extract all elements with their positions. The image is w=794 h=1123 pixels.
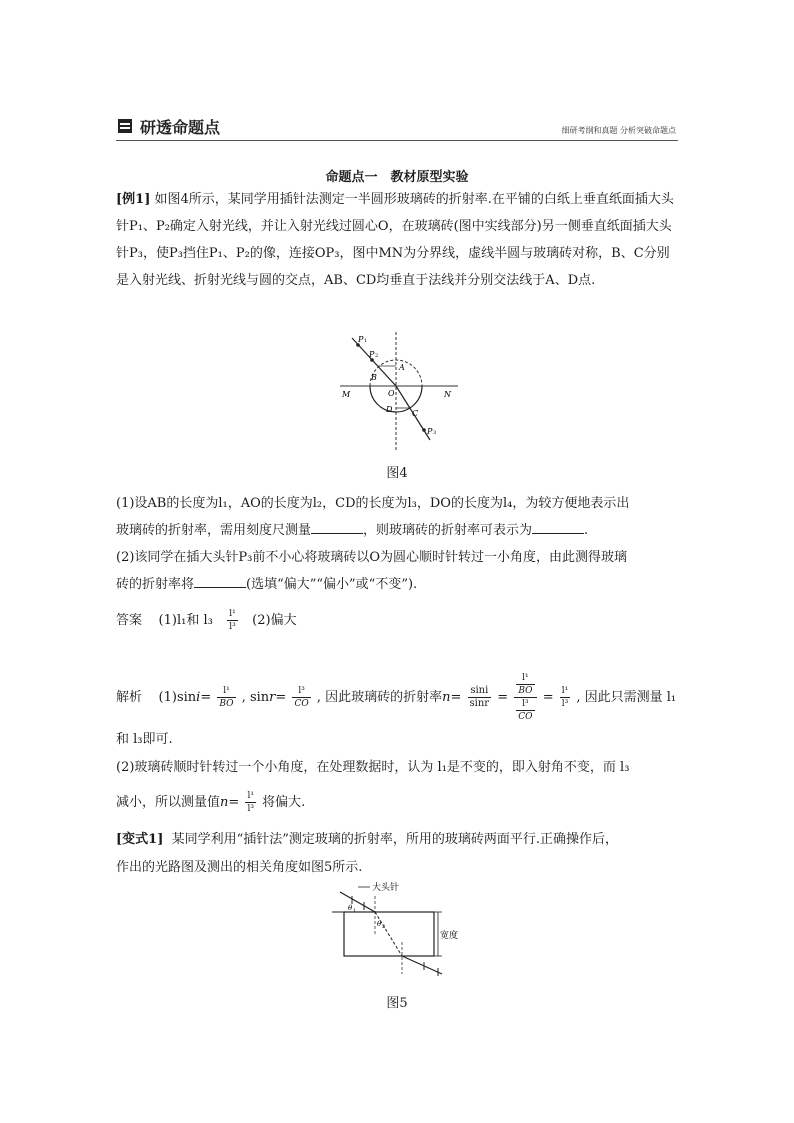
figure-4-caption: 图4 <box>386 466 408 481</box>
analysis-line-1: 解析 (1)sini= $\frac{\text{l¹}}{BO}$ , sinr= $\frac{\text{l³}}{CO}$ , 因此玻璃砖的折射率n= $\frac{\sin i}{\sin r}$ = $\frac{\frac{\text{l¹}}{BO}}{\frac{\text{l³}}{CO}}$ = $\frac{\text{l¹}}{\text{l³}}$ , 因此只需测量 l₁ <box>116 673 677 722</box>
variant-label: [变式1] <box>116 832 164 847</box>
svg-text:1: 1 <box>353 908 357 914</box>
variant-line-2: 作出的光路图及测出的相关角度如图5所示. <box>116 860 363 875</box>
example-text: 如图4所示，某同学用插针法测定一半圆形玻璃砖的折射率.在平铺的白纸上垂直纸面插大头针P₁、P₂确定入射光线，并让入射光线过圆心O，在玻璃砖(图中实线部分)另一侧垂直纸面插大头针P₃，使P₃挡住P₁、P₂的像，连接OP₃，图中MN为分界线，虚线半圆与玻璃砖对称，B、C分别是入射光线、折射光线与圆的交点，AB、CD均垂直于法线并分别交法线于A、D点. <box>116 192 674 288</box>
question-2-line-1: (2)该同学在插大头针P₃前不小心将玻璃砖以O为圆心顺时针转过一小角度，由此测得玻璃 <box>116 550 628 565</box>
svg-text:1: 1 <box>364 338 368 344</box>
question-1-line-1: (1)设AB的长度为l₁，AO的长度为l₂，CD的长度为l₃，DO的长度为l₄，为较方便地表示出 <box>116 496 630 511</box>
answer-part-1: (1)l₁和 l₃ <box>158 613 213 628</box>
header-book-icon <box>118 119 132 133</box>
analysis-label: 解析 <box>116 690 143 705</box>
label-n: N <box>444 390 451 399</box>
answer-label: 答案 <box>116 613 143 628</box>
figure-5-caption: 图5 <box>386 996 408 1011</box>
answer-line <box>116 608 297 633</box>
answer-fraction: $\frac{\text{l¹}}{\text{l³}}$ <box>229 609 236 632</box>
answer-blank-3 <box>194 575 246 588</box>
label-p1: P <box>358 335 364 344</box>
pin-label: 大头针 <box>372 883 400 893</box>
label-o: O <box>388 389 395 398</box>
theta-1: θ <box>348 904 353 912</box>
pin-p3 <box>422 428 426 432</box>
answer-blank-2 <box>532 521 584 534</box>
theta-2: θ <box>377 920 382 928</box>
answer-blank-1 <box>311 521 363 534</box>
question-1-line-2: 玻璃砖的折射率，需用刻度尺测量 ，则玻璃砖的折射率可表示为 . <box>116 523 589 538</box>
answer-part-2: (2)偏大 <box>252 613 297 628</box>
variant-line-1: [变式1] 某同学利用“插针法”测定玻璃的折射率，所用的玻璃砖两面平行.正确操作后， <box>116 832 619 847</box>
emergent-ray <box>402 956 442 974</box>
header-subtitle: 细研考纲和真题 分析突破命题点 <box>561 126 676 135</box>
analysis-line-2: 和 l₃即可. <box>116 732 173 747</box>
section-title: 命题点一 教材原型实验 <box>325 170 469 185</box>
label-a: A <box>399 363 405 372</box>
label-p2: P <box>369 350 375 359</box>
svg-text:2: 2 <box>382 924 386 930</box>
label-p3: P <box>427 427 433 436</box>
svg-text:3: 3 <box>433 430 437 436</box>
label-d: D <box>386 405 393 414</box>
width-label: 宽度 <box>440 931 459 941</box>
question-2-line-2: 砖的折射率将 (选填“偏大”“偏小”或“不变”). <box>116 577 418 592</box>
label-c: C <box>412 409 419 418</box>
figure-4-diagram <box>330 330 460 452</box>
label-b: B <box>371 373 377 382</box>
example-paragraph <box>116 186 678 294</box>
figure-5-diagram <box>330 882 470 982</box>
analysis-line-3: (2)玻璃砖顺时针转过一个小角度，在处理数据时，认为 l₁是不变的，即入射角不变，而 l₃ <box>116 760 630 775</box>
label-m: M <box>342 390 351 399</box>
header-title: 研透命题点 <box>140 118 221 137</box>
svg-text:2: 2 <box>375 353 379 359</box>
analysis-line-4: 减小，所以测量值n= $\frac{\text{l¹}}{\text{l³}}$ 将偏大. <box>116 791 306 814</box>
incident-ray-5 <box>340 892 375 912</box>
example-label: [例1] <box>116 192 151 207</box>
refracted-ray-5 <box>375 912 402 956</box>
